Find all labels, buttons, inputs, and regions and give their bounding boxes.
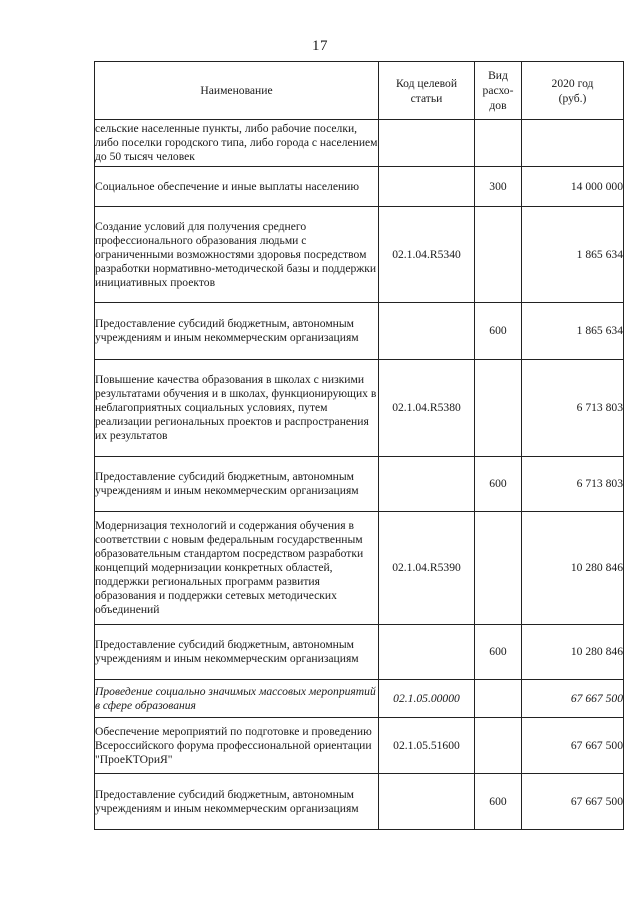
table-row: [95, 774, 624, 830]
table-row: [95, 120, 624, 167]
table-row: [95, 360, 624, 457]
row-name: Создание условий для получения среднего профессионального образования людьми с ограниченными возможностями здоровья посредством разработки нормативно-методической базы и поддержки инициативных проектов: [95, 207, 379, 303]
row-name: Проведение социально значимых массовых мероприятий в сфере образования: [95, 680, 379, 718]
row-amount: 6 713 803: [522, 457, 624, 512]
table-row: [95, 625, 624, 680]
row-amount: 67 667 500: [522, 774, 624, 830]
row-name: Социальное обеспечение и иные выплаты населению: [95, 167, 379, 207]
table-row: [95, 303, 624, 360]
row-code: 02.1.05.00000: [379, 680, 475, 718]
row-code: 02.1.04.R5390: [379, 512, 475, 625]
table-row: [95, 457, 624, 512]
row-type: 600: [475, 457, 522, 512]
table-row: [95, 512, 624, 625]
row-amount: 14 000 000: [522, 167, 624, 207]
row-amount: 67 667 500: [522, 680, 624, 718]
row-type: [475, 718, 522, 774]
header-amount: 2020 год (руб.): [522, 62, 624, 120]
table-row: [95, 680, 624, 718]
page-number: 17: [312, 38, 328, 54]
row-code: 02.1.04.R5380: [379, 360, 475, 457]
row-amount: 10 280 846: [522, 512, 624, 625]
row-name: Предоставление субсидий бюджетным, автономным учреждениям и иным некоммерческим организациям: [95, 303, 379, 360]
row-code: 02.1.05.51600: [379, 718, 475, 774]
row-type: [475, 207, 522, 303]
row-name: Предоставление субсидий бюджетным, автономным учреждениям и иным некоммерческим организациям: [95, 625, 379, 680]
row-type: [475, 120, 522, 167]
header-row: [95, 62, 624, 120]
row-name: Предоставление субсидий бюджетным, автономным учреждениям и иным некоммерческим организациям: [95, 457, 379, 512]
row-type: 600: [475, 774, 522, 830]
row-type: [475, 360, 522, 457]
row-type: [475, 512, 522, 625]
row-code: [379, 167, 475, 207]
row-amount: 6 713 803: [522, 360, 624, 457]
budget-table: [94, 61, 624, 830]
header-code: Код целевой статьи: [379, 62, 475, 120]
row-code: [379, 457, 475, 512]
row-type: 300: [475, 167, 522, 207]
row-amount: 10 280 846: [522, 625, 624, 680]
row-amount: 1 865 634: [522, 303, 624, 360]
row-amount: 1 865 634: [522, 207, 624, 303]
row-type: [475, 680, 522, 718]
row-code: [379, 120, 475, 167]
row-name: Обеспечение мероприятий по подготовке и проведению Всероссийского форума профессиональной ориентации "ПроеКТОриЯ": [95, 718, 379, 774]
row-code: [379, 774, 475, 830]
table-row: [95, 207, 624, 303]
row-amount: 67 667 500: [522, 718, 624, 774]
row-code: 02.1.04.R5340: [379, 207, 475, 303]
row-code: [379, 625, 475, 680]
header-name: Наименование: [95, 62, 379, 120]
row-name: сельские населенные пункты, либо рабочие поселки, либо поселки городского типа, либо города с населением до 50 тысяч человек: [95, 120, 379, 167]
row-code: [379, 303, 475, 360]
row-name: Предоставление субсидий бюджетным, автономным учреждениям и иным некоммерческим организациям: [95, 774, 379, 830]
row-type: 600: [475, 303, 522, 360]
row-name: Модернизация технологий и содержания обучения в соответствии с новым федеральным государственным образовательным стандартом посредством разработки концепций модернизации конкретных областей, поддержки региональных программ развития образования и поддержки сетевых методических объединений: [95, 512, 379, 625]
row-amount: [522, 120, 624, 167]
header-type: Вид расхо- дов: [475, 62, 522, 120]
row-type: 600: [475, 625, 522, 680]
table-row: [95, 167, 624, 207]
row-name: Повышение качества образования в школах с низкими результатами обучения и в школах, функционирующих в неблагоприятных социальных условиях, путем реализации региональных проектов и распространения их результатов: [95, 360, 379, 457]
table-row: [95, 718, 624, 774]
